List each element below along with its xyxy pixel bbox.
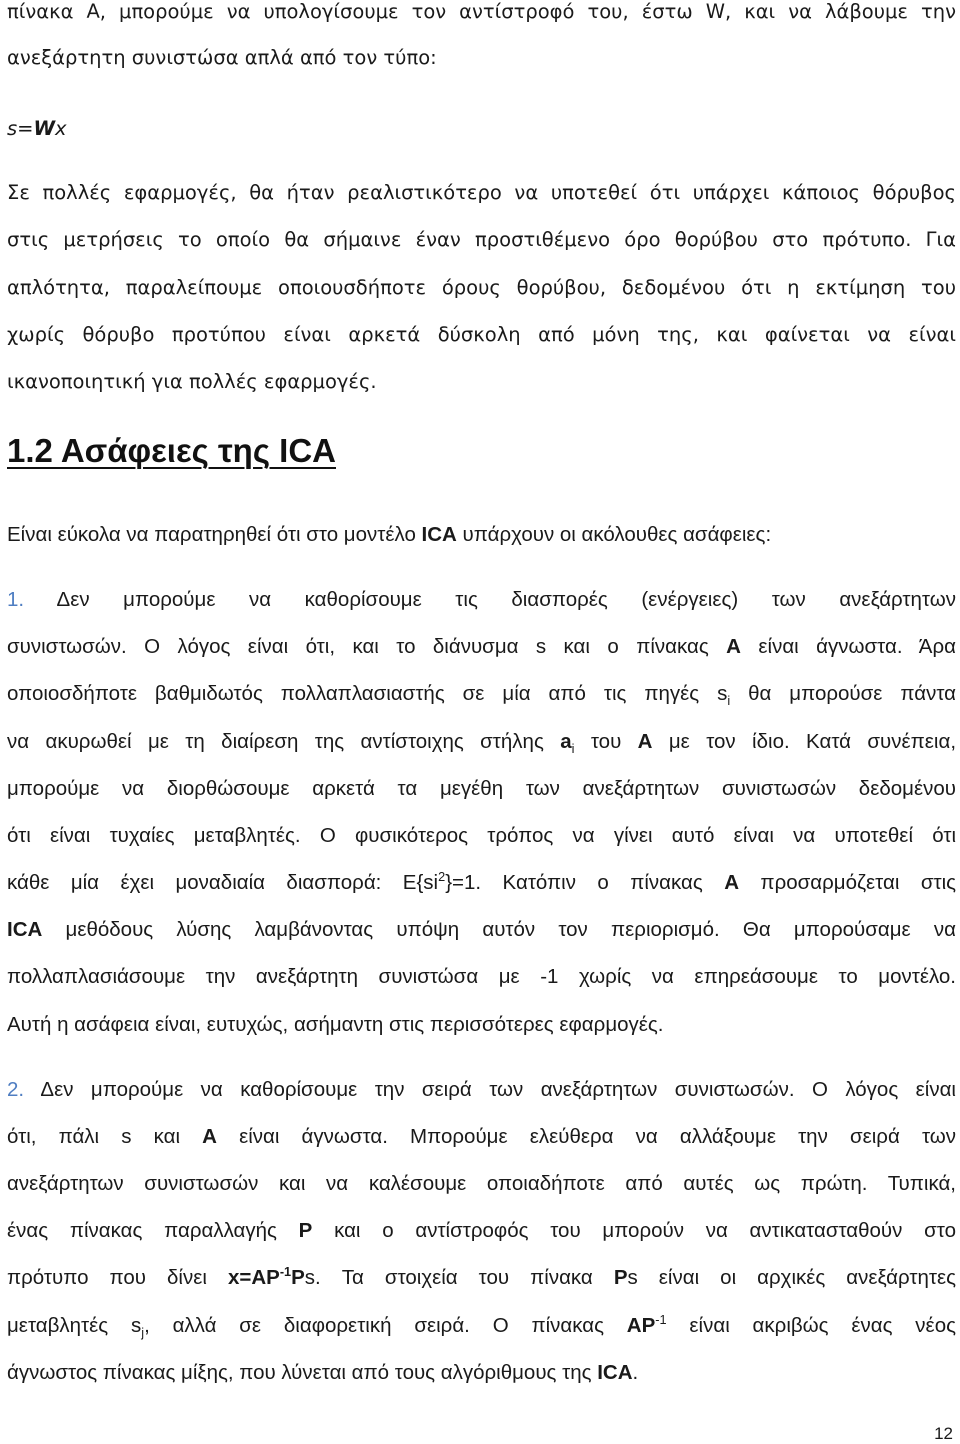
page-number: 12	[934, 1424, 953, 1443]
item2-line-1: 2. Δεν μπορούμε να καθορίσουμε την σειρά των ανεξάρτητων συνιστωσών. Ο λόγος είναι	[7, 1078, 956, 1101]
item1-line-7: κάθε μία έχει μοναδιαία διασπορά: $E\{si^2\}=1$. Κατόπιν ο πίνακας Α προσαρμόζεται στις	[7, 869, 957, 894]
item1-line-6: ότι είναι τυχαίες μεταβλητές. Ο φυσικότερος τρόπος να γίνει αυτό είναι να υποτεθεί ότι	[7, 824, 956, 847]
noise-line-1: Σε πολλές εφαρμογές, θα ήταν ρεαλιστικότερο να υποτεθεί ότι υπάρχει κάποιος θόρυβος	[7, 181, 956, 204]
intro-line-2: ανεξάρτητη συνιστώσα απλά από τον τύπο:	[7, 46, 437, 69]
item1-line-3: οποιοσδήποτε βαθμιδωτός πολλαπλασιαστής σε μία από τις πηγές $s_i$ θα μπορούσε πάντα	[7, 682, 956, 709]
noise-line-2: στις μετρήσεις το οποίο θα σήμαινε έναν προστιθέμενο όρο θορύβου στο πρότυπο. Για	[7, 228, 956, 251]
formula-W: W	[33, 117, 56, 140]
item1-line-9: πολλαπλασιάσουμε την ανεξάρτητη συνιστώσα με -1 χωρίς να επηρεάσουμε το μοντέλο.	[7, 965, 956, 988]
formula-x: x	[55, 117, 67, 140]
item1-line-4: να ακυρωθεί με τη διαίρεση της αντίστοιχης στήλης $a_i$ του Α με τον ίδιο. Κατά συνέπεια,	[7, 730, 957, 757]
item1-line-10: Αυτή η ασάφεια είναι, ευτυχώς, ασήμαντη στις περισσότερες εφαρμογές.	[7, 1013, 664, 1036]
item2-number: 2.	[7, 1078, 25, 1101]
section-heading: 1.2 Ασάφειες της ICA	[7, 432, 336, 469]
item2-line-7: άγνωστος πίνακας μίξης, που λύνεται από τους αλγόριθμους της ICA.	[7, 1361, 639, 1384]
formula-s: s	[7, 117, 18, 140]
item1-line-8: ICA μεθόδους λύσης λαμβάνοντας υπόψη αυτόν τον περιορισμό. Θα μπορούσαμε να	[7, 918, 956, 941]
item2-line-3: ανεξάρτητων συνιστωσών και να καλέσουμε οποιαδήποτε από αυτές ως πρώτη. Τυπικά,	[7, 1172, 956, 1195]
item2-line-4: ένας πίνακας παραλλαγής Ρ και ο αντίστροφός του μπορούν να αντικατασταθούν στο	[7, 1219, 956, 1242]
item1-line-1: 1. Δεν μπορούμε να καθορίσουμε τις διασπορές (ενέργειες) των ανεξάρτητων	[7, 588, 956, 611]
formula	[7, 117, 956, 140]
section-intro: Είναι εύκολα να παρατηρηθεί ότι στο μοντέλο ICA υπάρχουν οι ακόλουθες ασάφειες:	[7, 523, 772, 546]
item2-line-2: ότι, πάλι s και Α είναι άγνωστα. Μπορούμε ελεύθερα να αλλάξουμε την σειρά των	[7, 1125, 957, 1148]
noise-line-4: χωρίς θόρυβο προτύπου είναι αρκετά δύσκολη από μόνη της, και φαίνεται να είναι	[7, 323, 956, 346]
item2-line-5: πρότυπο που δίνει $x=AP^{-1}Ps$. Τα στοιχεία του πίνακα Ρs είναι οι αρχικές ανεξάρτητες	[7, 1264, 956, 1289]
item2-line-6: μεταβλητές $s_j$, αλλά σε διαφορετική σειρά. Ο πίνακας $AP^{-1}$ είναι ακριβώς ένας νέος	[7, 1312, 956, 1341]
item1-line-2: συνιστωσών. Ο λόγος είναι ότι, και το διάνυσμα s και ο πίνακας Α είναι άγνωστα. Άρα	[7, 635, 956, 658]
noise-line-3: απλότητα, παραλείπουμε οποιουσδήποτε όρους θορύβου, δεδομένου ότι η εκτίμηση του	[7, 276, 956, 299]
noise-line-5: ικανοποιητική για πολλές εφαρμογές.	[7, 370, 377, 393]
item1-number: 1.	[7, 588, 25, 611]
formula-eq: =	[17, 117, 34, 140]
intro-line-1: πίνακα Α, μπορούμε να υπολογίσουμε τον αντίστροφό του, έστω W, και να λάβουμε την	[7, 0, 956, 23]
item1-line-5: μπορούμε να διορθώσουμε αρκετά τα μεγέθη των ανεξάρτητων συνιστωσών δεδομένου	[7, 777, 956, 800]
